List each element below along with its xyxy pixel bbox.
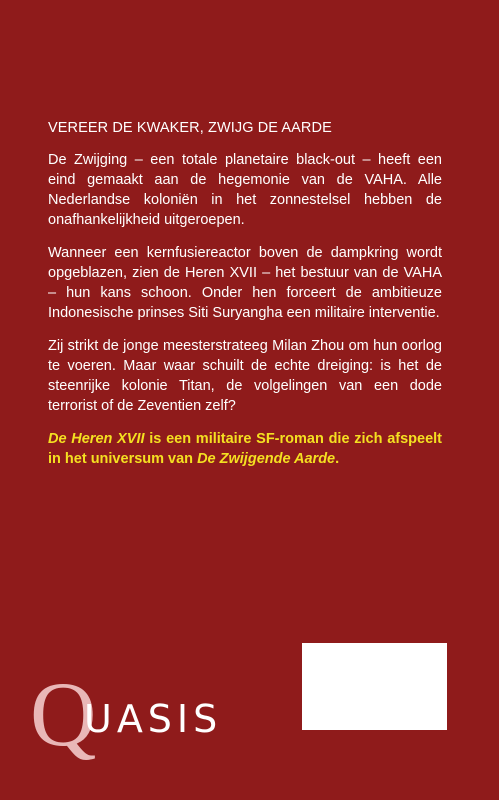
- logo-wordmark: UASIS: [84, 697, 223, 741]
- tagline-series: De Zwijgende Aarde: [197, 451, 336, 467]
- blurb-heading: VEREER DE KWAKER, ZWIJG DE AARDE: [48, 120, 332, 136]
- tagline: [48, 429, 442, 469]
- tagline-end: .: [335, 451, 340, 467]
- blurb-paragraph-3: Zij strikt de jonge meesterstrateeg Milan Zhou om hun oorlog te voeren. Maar waar schuilt de echte dreiging: is het de steenrijke kolonie Titan, de volgelingen van een dode terrorist of de Zeventien zelf?: [48, 338, 442, 414]
- blurb-paragraph-1: De Zwijging – een totale planetaire black-out – heeft een eind gemaakt aan de hegemonie van de VAHA. Alle Nederlandse koloniën in het zonnestelsel hebben de onafhankelijkheid uitgeroepen.: [48, 152, 442, 228]
- logo-q-letter: Q: [30, 663, 97, 765]
- tagline-title: De Heren XVII: [48, 431, 145, 447]
- barcode-area: [302, 643, 447, 730]
- blurb-paragraph-2: Wanneer een kernfusiereactor boven de dampkring wordt opgeblazen, zien de Heren XVII – het bestuur van de VAHA – hun kans schoon. Onder hen forceert de ambitieuze Indonesische prinses Siti Suryangha een militaire interventie.: [48, 245, 442, 321]
- tagline-middle: is een militaire SF-roman die zich afspeelt in het universum van: [48, 431, 442, 467]
- blurb: [48, 118, 442, 482]
- publisher-logo: [30, 664, 270, 764]
